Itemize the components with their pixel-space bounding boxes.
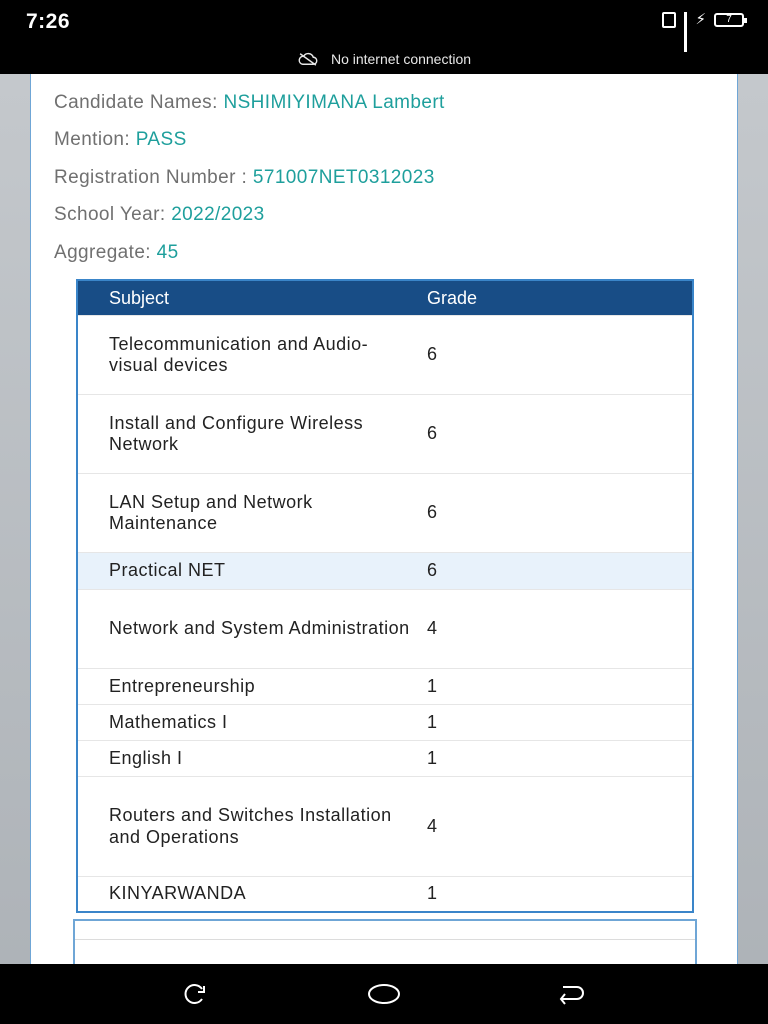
table-row [78, 590, 692, 669]
connection-notice [0, 51, 768, 67]
grade-cell: 1 [427, 705, 692, 741]
home-button[interactable] [367, 980, 401, 1008]
page-background-right [738, 74, 768, 964]
table-row [78, 474, 692, 553]
vibrate-icon [662, 12, 676, 28]
candidate-names-value: NSHIMIYIMANA Lambert [223, 92, 445, 113]
table-row [78, 553, 692, 590]
recents-button[interactable] [178, 980, 212, 1008]
divider [75, 939, 695, 940]
signal-icon [684, 12, 687, 28]
results-card [30, 74, 738, 964]
table-row [78, 877, 692, 911]
subject-cell: Install and Configure Wireless Network [78, 395, 427, 474]
next-section-box [73, 919, 697, 969]
back-button[interactable] [554, 980, 588, 1008]
status-icons [662, 12, 744, 28]
navigation-bar [0, 964, 768, 1024]
back-icon [555, 982, 587, 1006]
cloud-off-icon [297, 52, 319, 66]
grade-cell: 4 [427, 590, 692, 669]
grade-cell: 6 [427, 395, 692, 474]
subject-column-header: Subject [109, 287, 170, 308]
school-year-label: School Year: [54, 204, 166, 225]
table-row [78, 316, 692, 395]
table-row [78, 669, 692, 705]
subject-cell: Telecommunication and Audio-visual devices [78, 316, 427, 395]
table-row [78, 705, 692, 741]
aggregate [54, 242, 179, 264]
subject-cell: KINYARWANDA [78, 877, 427, 911]
subject-cell: Mathematics I [78, 705, 427, 741]
candidate-names-label: Candidate Names: [54, 92, 218, 113]
grade-cell: 1 [427, 669, 692, 705]
connection-notice-text: No internet connection [330, 51, 472, 67]
subject-cell: Practical NET [78, 553, 427, 590]
clock: 7:26 [26, 10, 71, 33]
registration-number-value: 571007NET0312023 [252, 167, 435, 188]
school-year-value: 2022/2023 [171, 204, 265, 225]
page-background-left [0, 74, 30, 964]
registration-number [54, 167, 435, 189]
table-row [78, 395, 692, 474]
table-header-row [78, 281, 692, 316]
table-row [78, 741, 692, 777]
home-icon [367, 982, 401, 1006]
mention-label: Mention: [54, 129, 131, 150]
mention-value: PASS [135, 129, 187, 150]
charging-icon: ⚡ [695, 11, 706, 28]
grade-column-header: Grade [427, 287, 478, 308]
grade-cell: 1 [427, 741, 692, 777]
recents-icon [180, 982, 210, 1006]
subject-cell: English I [78, 741, 427, 777]
grade-cell: 4 [427, 777, 692, 877]
candidate-names [54, 92, 445, 114]
status-bar [0, 0, 768, 74]
grades-table [76, 279, 694, 913]
aggregate-value: 45 [156, 242, 179, 263]
battery-icon: 7 [714, 13, 744, 27]
registration-number-label: Registration Number : [54, 167, 248, 188]
table-row [78, 777, 692, 877]
mention [54, 129, 187, 151]
grade-cell: 6 [427, 316, 692, 395]
grade-cell: 1 [427, 877, 692, 911]
subject-cell: Network and System Administration [78, 590, 427, 669]
grade-cell: 6 [427, 553, 692, 590]
grade-cell: 6 [427, 474, 692, 553]
aggregate-label: Aggregate: [54, 242, 151, 263]
school-year [54, 204, 265, 226]
subject-cell: Routers and Switches Installation and Operations [78, 777, 427, 877]
subject-cell: Entrepreneurship [78, 669, 427, 705]
subject-cell: LAN Setup and Network Maintenance [78, 474, 427, 553]
